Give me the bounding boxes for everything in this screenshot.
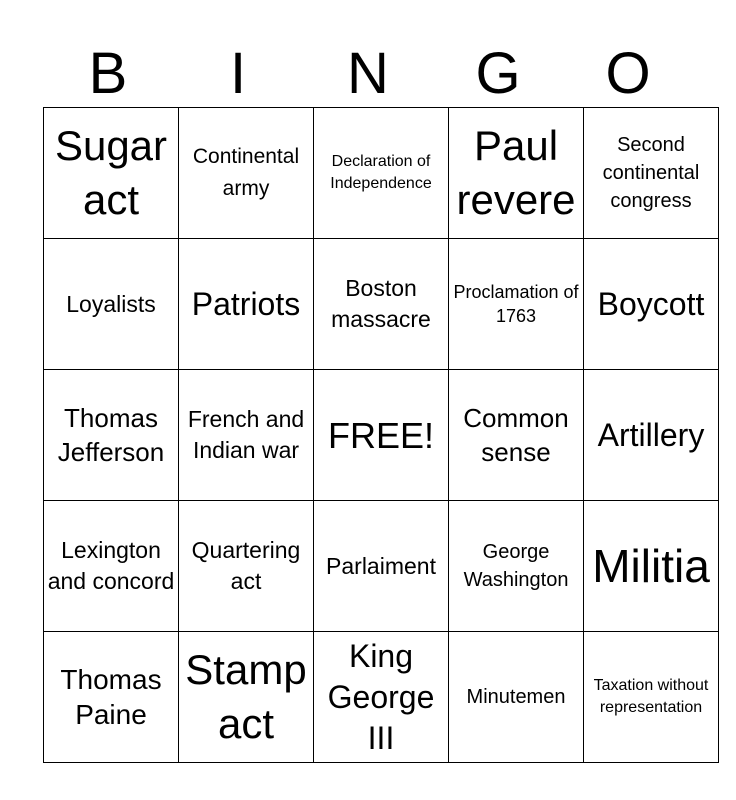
bingo-cell[interactable] [44, 501, 179, 632]
bingo-cell[interactable] [314, 108, 449, 239]
cell-label: Boycott [597, 286, 705, 322]
bingo-cell[interactable] [179, 501, 314, 632]
bingo-board [43, 107, 719, 763]
bingo-cell[interactable] [179, 370, 314, 501]
bingo-cell[interactable] [314, 501, 449, 632]
cell-label: Taxation without representation [593, 677, 709, 716]
board-row [44, 239, 719, 370]
cell-label: Thomas Paine [60, 664, 162, 730]
cell-label: Proclamation of 1763 [453, 282, 579, 326]
header-letter-i: I [229, 41, 247, 106]
cell-label: Declaration of Independence [330, 153, 432, 192]
bingo-cell[interactable] [449, 632, 584, 763]
bingo-cell[interactable] [449, 108, 584, 239]
bingo-cell[interactable] [44, 108, 179, 239]
header-letter-b: B [88, 41, 128, 106]
cell-label: Common sense [463, 403, 569, 467]
bingo-cell[interactable] [314, 239, 449, 370]
bingo-cell[interactable] [314, 632, 449, 763]
cell-label: King George III [327, 637, 435, 756]
bingo-cell[interactable] [584, 370, 719, 501]
cell-label: Minutemen [466, 686, 566, 708]
board-row [44, 370, 719, 501]
bingo-cell[interactable] [449, 501, 584, 632]
cell-label: Boston massacre [331, 275, 431, 332]
bingo-cell[interactable] [179, 108, 314, 239]
bingo-cell[interactable] [44, 632, 179, 763]
header-letter-g: G [475, 41, 521, 106]
cell-label: George Washington [463, 541, 569, 591]
cell-label: Loyalists [66, 290, 156, 317]
cell-label: Militia [592, 540, 710, 592]
board-row [44, 108, 719, 239]
bingo-cell[interactable] [44, 370, 179, 501]
cell-label: Thomas Jefferson [57, 403, 165, 467]
header-letter-o: O [605, 41, 651, 106]
bingo-cell[interactable] [179, 239, 314, 370]
cell-label: Continental army [192, 145, 300, 200]
cell-label: Sugar act [54, 122, 168, 223]
cell-label: Stamp act [185, 646, 307, 747]
cell-label: French and Indian war [187, 406, 305, 463]
bingo-cell[interactable] [449, 370, 584, 501]
bingo-cell[interactable] [44, 239, 179, 370]
cell-label: Parlaiment [326, 552, 436, 579]
cell-label: Patriots [191, 286, 301, 322]
board-row [44, 501, 719, 632]
header-letter-n: N [347, 41, 389, 106]
bingo-cell[interactable] [314, 370, 449, 501]
bingo-cell[interactable] [584, 239, 719, 370]
cell-label: Quartering act [191, 537, 301, 594]
cell-label: Paul revere [456, 122, 576, 223]
board-row [44, 632, 719, 763]
cell-label: Artillery [597, 417, 705, 453]
bingo-header [43, 40, 693, 108]
bingo-cell[interactable] [584, 501, 719, 632]
cell-label: FREE! [327, 414, 434, 456]
bingo-cell[interactable] [179, 632, 314, 763]
bingo-cell[interactable] [449, 239, 584, 370]
bingo-cell[interactable] [584, 632, 719, 763]
cell-label: Lexington and concord [47, 537, 175, 594]
cell-label: Second continental congress [602, 134, 700, 212]
bingo-cell[interactable] [584, 108, 719, 239]
